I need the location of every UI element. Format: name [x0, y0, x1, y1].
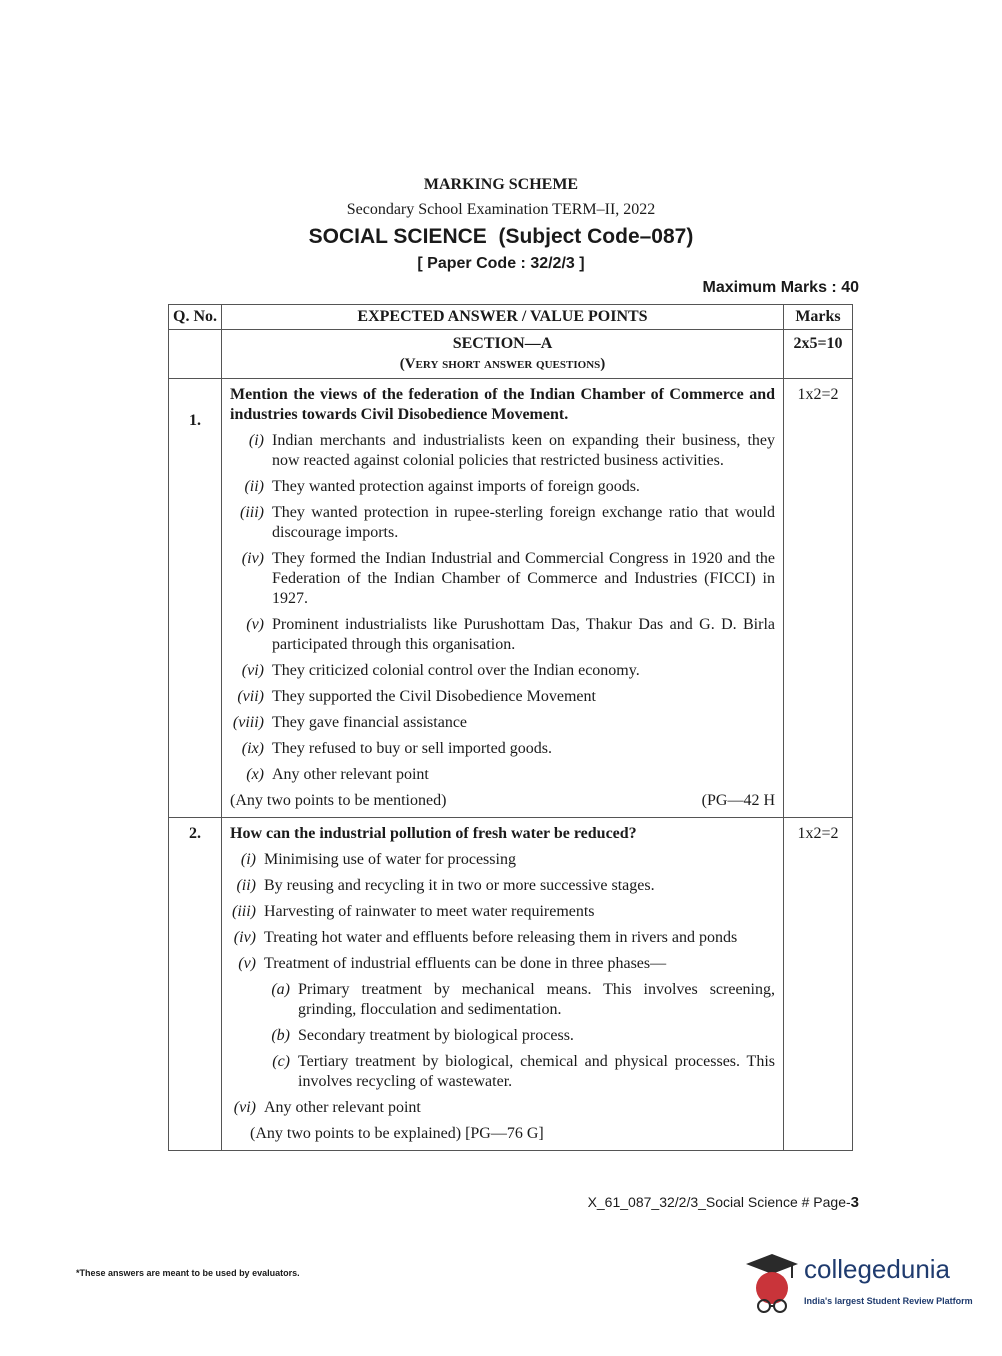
- list-item-text: Any other relevant point: [264, 1099, 421, 1116]
- list-item-number: (a): [271, 981, 290, 998]
- list-item-number: (v): [238, 955, 256, 972]
- list-item-number: (iii): [240, 504, 264, 521]
- list-item-number: (iii): [232, 903, 256, 920]
- list-item-text: Secondary treatment by biological process.: [298, 1027, 574, 1044]
- logo-name: collegedunia: [804, 1254, 951, 1284]
- list-item-number: (i): [240, 851, 256, 868]
- list-item-number: (v): [246, 616, 264, 633]
- page-code-text: X_61_087_32/2/3_Social Science # Page-: [587, 1194, 851, 1210]
- graduate-mascot-icon: [742, 1248, 802, 1318]
- question-row-2: [169, 818, 853, 1151]
- question-text-2: How can the industrial pollution of fresh water be reduced?: [230, 825, 637, 842]
- list-item: [226, 549, 775, 609]
- maximum-marks: Maximum Marks : 40: [702, 279, 859, 296]
- list-item-text: Indian merchants and industrialists keen on expanding their business, they now reacted against colonial policies that restricted business activities.: [272, 432, 775, 469]
- subject-title: SOCIAL SCIENCE (Subject Code–087): [308, 225, 694, 248]
- list-item: [226, 687, 775, 707]
- list-item-text: They criticized colonial control over the Indian economy.: [272, 662, 640, 679]
- table-header-row: [169, 305, 853, 330]
- list-item: [226, 850, 775, 870]
- list-item-number: (vi): [233, 1099, 256, 1116]
- list-item-text: Primary treatment by mechanical means. This involves screening, grinding, flocculation and sedimentation.: [298, 981, 775, 1018]
- list-item: [226, 615, 775, 655]
- list-item: [226, 902, 775, 922]
- scheme-title: MARKING SCHEME: [423, 176, 579, 193]
- q1-footer-line: [230, 791, 775, 811]
- page-code: [588, 1194, 859, 1211]
- list-item: [226, 980, 775, 1020]
- question-text-1: Mention the views of the federation of the Indian Chamber of Commerce and industries towards Civil Disobedience Movement.: [230, 386, 775, 423]
- col-qno-header: Q. No.: [169, 305, 222, 330]
- list-item-text: They formed the Indian Industrial and Commercial Congress in 1920 and the Federation of the Indian Chamber of Commerce and Industries (FICCI) in 1927.: [272, 550, 775, 607]
- list-item-text: Treatment of industrial effluents can be done in three phases—: [264, 955, 667, 972]
- q2-subpoints-list: [226, 980, 775, 1092]
- list-item: [226, 1052, 775, 1092]
- list-item-text: They supported the Civil Disobedience Movement: [272, 688, 596, 705]
- list-item-number: (vii): [237, 688, 264, 705]
- list-item-number: (ii): [236, 877, 256, 894]
- list-item: [226, 431, 775, 471]
- list-item: [226, 954, 775, 974]
- question-marks-1: 1x2=2: [784, 379, 853, 818]
- list-item-number: (vi): [241, 662, 264, 679]
- list-item: [226, 1026, 775, 1046]
- list-item-number: (ix): [241, 740, 264, 757]
- list-item: [226, 765, 775, 785]
- list-item-number: (c): [272, 1053, 290, 1070]
- list-item-text: They refused to buy or sell imported goods.: [272, 740, 552, 757]
- section-cell: [222, 330, 784, 379]
- q1-points-list: [226, 431, 775, 785]
- list-item: [226, 477, 775, 497]
- evaluator-note: *These answers are meant to be used by evaluators.: [76, 1268, 300, 1278]
- section-qno-cell: [169, 330, 222, 379]
- list-item-number: (x): [246, 766, 264, 783]
- list-item-number: (viii): [232, 714, 264, 731]
- list-item-text: Treating hot water and effluents before releasing them in rivers and ponds: [264, 929, 738, 946]
- list-item: [226, 661, 775, 681]
- marking-table: [168, 304, 853, 1151]
- exam-name: Secondary School Examination TERM–II, 2022: [346, 201, 656, 218]
- list-item-text: Minimising use of water for processing: [264, 851, 516, 868]
- list-item: [226, 739, 775, 759]
- answer-cell-1: [222, 379, 784, 818]
- list-item-text: Prominent industrialists like Purushottam Das, Thakur Das and G. D. Birla participated through this organisation.: [272, 616, 775, 653]
- list-item: [226, 1098, 775, 1118]
- question-number-2: 2.: [169, 818, 222, 1151]
- answer-cell-2: [222, 818, 784, 1151]
- list-item-number: (ii): [244, 478, 264, 495]
- section-row: [169, 330, 853, 379]
- list-item-text: Any other relevant point: [272, 766, 429, 783]
- list-item-number: (b): [271, 1027, 290, 1044]
- col-answer-header: EXPECTED ANSWER / VALUE POINTS: [222, 305, 784, 330]
- question-marks-2: 1x2=2: [784, 818, 853, 1151]
- list-item: [226, 503, 775, 543]
- section-subtitle: (Very short answer questions): [399, 356, 606, 372]
- list-item: [226, 713, 775, 733]
- q2-points-list: [226, 850, 775, 974]
- list-item-text: They wanted protection in rupee-sterling foreign exchange ratio that would discourage imports.: [272, 504, 775, 541]
- list-item-number: (i): [248, 432, 264, 449]
- q1-note: (Any two points to be mentioned): [230, 792, 447, 809]
- logo-tagline: India's largest Student Review Platform: [804, 1296, 973, 1306]
- section-marks: 2x5=10: [784, 330, 853, 379]
- list-item-text: Tertiary treatment by biological, chemical and physical processes. This involves recycling of wastewater.: [298, 1053, 775, 1090]
- list-item: [226, 928, 775, 948]
- question-number-1: 1.: [169, 379, 222, 818]
- q2-note: (Any two points to be explained) [PG—76 G]: [250, 1125, 544, 1142]
- list-item-text: They wanted protection against imports of foreign goods.: [272, 478, 640, 495]
- list-item-text: By reusing and recycling it in two or more successive stages.: [264, 877, 655, 894]
- list-item-number: (iv): [241, 550, 264, 567]
- list-item-text: Harvesting of rainwater to meet water requirements: [264, 903, 595, 920]
- question-row-1: [169, 379, 853, 818]
- list-item: [226, 876, 775, 896]
- collegedunia-logo: [742, 1248, 972, 1318]
- page-number: 3: [850, 1194, 859, 1211]
- q1-page-ref: (PG—42 H: [701, 792, 775, 809]
- list-item-text: They gave financial assistance: [272, 714, 468, 731]
- paper-code: [ Paper Code : 32/2/3 ]: [417, 255, 585, 272]
- col-marks-header: Marks: [784, 305, 853, 330]
- list-item-number: (iv): [233, 929, 256, 946]
- section-title: SECTION—A: [452, 335, 553, 352]
